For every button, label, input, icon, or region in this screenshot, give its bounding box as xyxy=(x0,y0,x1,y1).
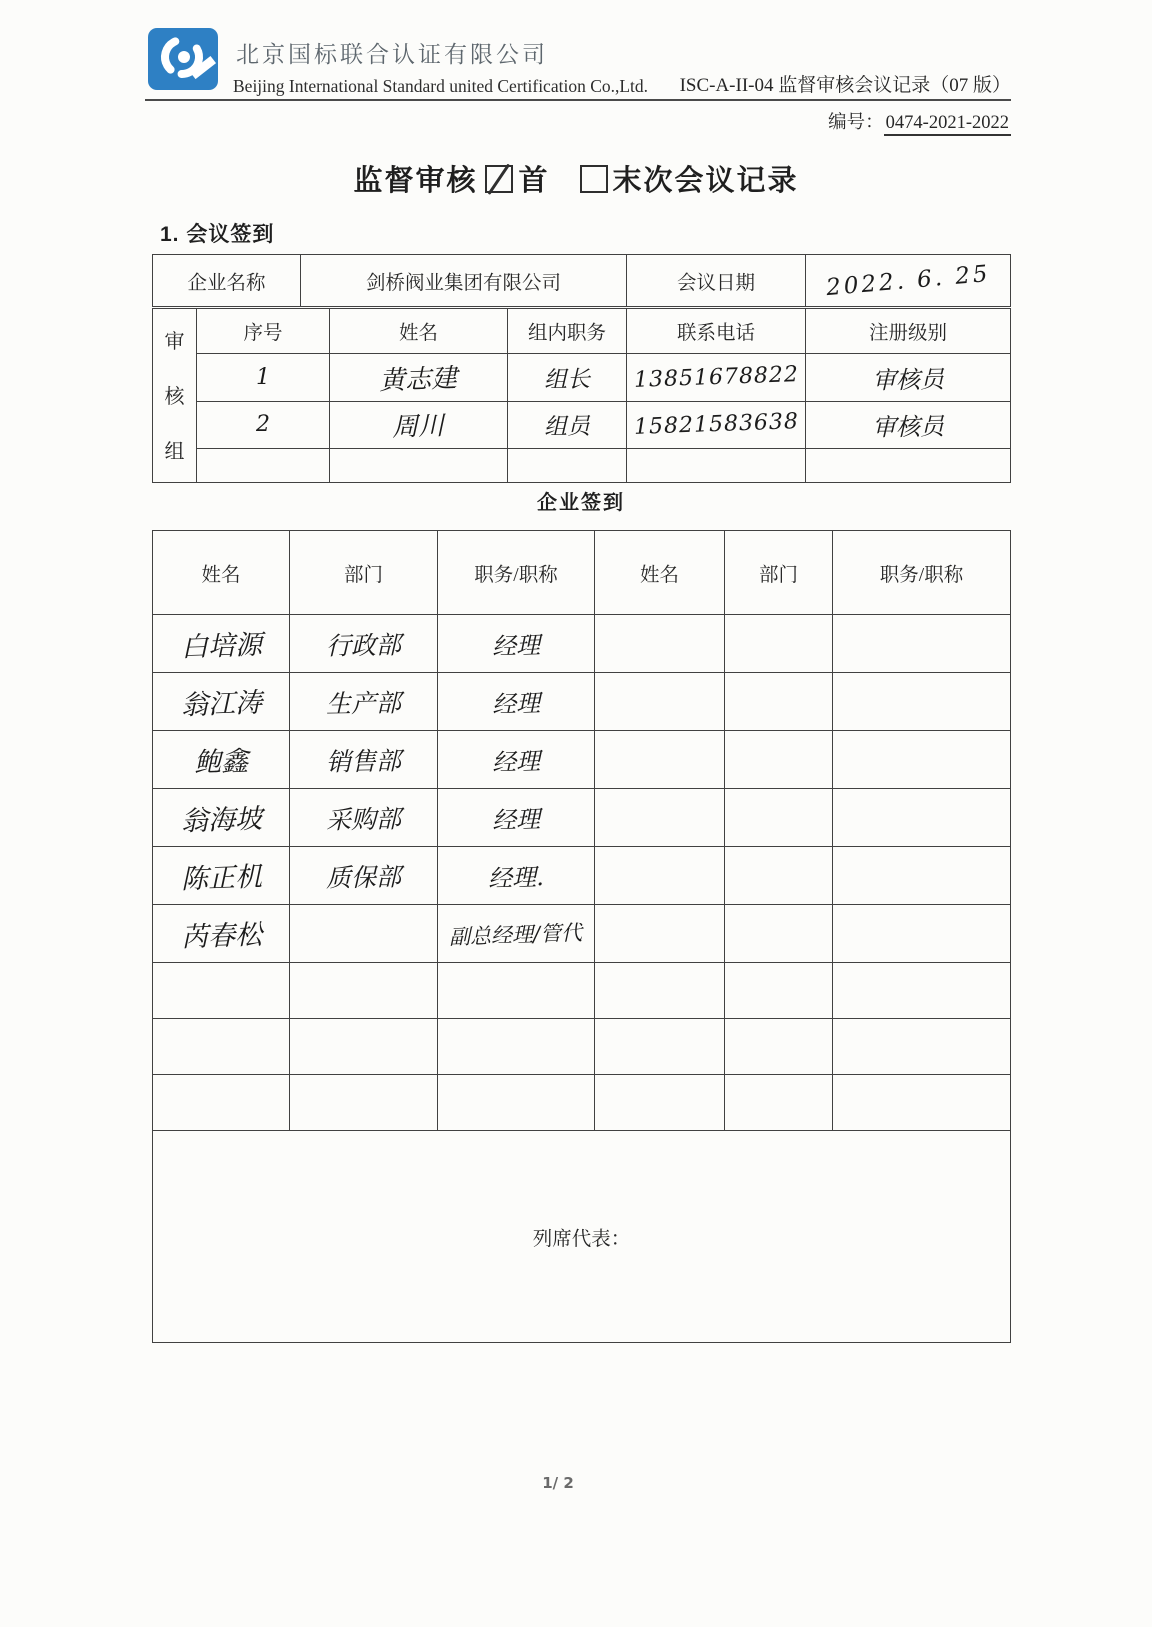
signin-cell xyxy=(595,905,725,963)
serial-value: 0474-2021-2022 xyxy=(884,113,1011,136)
auditor-level: 审核员 xyxy=(806,401,1011,449)
company-name-en: Beijing International Standard united Certification Co.,Ltd. xyxy=(233,76,649,96)
table-row xyxy=(153,731,1011,789)
table-row xyxy=(153,615,1011,673)
auditor-no xyxy=(197,449,330,483)
meeting-date-value: 2022. 6. 25 xyxy=(806,255,1011,307)
signin-cell: 鲍鑫 xyxy=(153,731,290,789)
header-divider xyxy=(145,99,1011,101)
audit-group-cell xyxy=(153,309,197,483)
signin-cell xyxy=(290,905,438,963)
signin-cell xyxy=(595,789,725,847)
company-name-cn: 北京国标联合认证有限公司 xyxy=(236,41,548,67)
signin-cell: 副总经理/管代 xyxy=(438,905,595,963)
col-header-name: 姓名 xyxy=(330,309,508,354)
signin-cell xyxy=(595,1019,725,1075)
serial-number xyxy=(828,108,1011,134)
signin-cell: 经理. xyxy=(438,847,595,905)
signin-cell xyxy=(725,673,833,731)
table-row xyxy=(153,531,1011,615)
signin-cell xyxy=(833,789,1011,847)
auditor-role: 组长 xyxy=(508,353,627,401)
signin-cell: 陈正机 xyxy=(153,847,290,905)
signin-col-role2: 职务/职称 xyxy=(833,531,1011,615)
signin-cell: 经理 xyxy=(438,615,595,673)
table-row xyxy=(153,1019,1011,1075)
signin-cell xyxy=(833,1075,1011,1131)
signin-cell xyxy=(725,615,833,673)
signin-cell xyxy=(833,731,1011,789)
company-name-label: 企业名称 xyxy=(153,255,301,307)
signin-cell xyxy=(438,1019,595,1075)
col-header-phone: 联系电话 xyxy=(627,309,806,354)
table-row xyxy=(153,1075,1011,1131)
signin-cell xyxy=(725,963,833,1019)
signin-cell: 芮春松 xyxy=(153,905,290,963)
audit-team-table xyxy=(152,308,1011,483)
auditor-no: 2 xyxy=(197,401,330,449)
company-logo xyxy=(146,26,222,99)
signin-cell xyxy=(725,905,833,963)
table-row xyxy=(153,673,1011,731)
col-header-role: 组内职务 xyxy=(508,309,627,354)
section-heading: 1. 会议签到 xyxy=(160,223,275,246)
signin-cell: 白培源 xyxy=(153,615,290,673)
signin-cell: 翁海坡 xyxy=(153,789,290,847)
auditor-level xyxy=(806,449,1011,483)
table-row xyxy=(153,449,1011,483)
signin-cell: 采购部 xyxy=(290,789,438,847)
signin-cell xyxy=(725,731,833,789)
auditor-level: 审核员 xyxy=(806,353,1011,401)
table-row xyxy=(153,789,1011,847)
table-row xyxy=(153,255,1011,307)
auditor-role: 组员 xyxy=(508,401,627,449)
signin-col-dept2: 部门 xyxy=(725,531,833,615)
signin-cell xyxy=(833,1019,1011,1075)
signin-cell xyxy=(595,615,725,673)
col-header-level: 注册级别 xyxy=(806,309,1011,354)
table-row xyxy=(153,905,1011,963)
signin-cell: 经理 xyxy=(438,789,595,847)
signin-cell: 经理 xyxy=(438,673,595,731)
signin-cell: 质保部 xyxy=(290,847,438,905)
signin-cell xyxy=(290,963,438,1019)
last-meeting-checkbox xyxy=(580,165,608,193)
auditor-phone: 13851678822 xyxy=(627,353,806,401)
auditor-no: 1 xyxy=(197,353,330,401)
signin-cell xyxy=(725,1019,833,1075)
signin-cell xyxy=(833,963,1011,1019)
certification-logo-icon xyxy=(146,26,222,94)
signin-col-name2: 姓名 xyxy=(595,531,725,615)
signin-cell xyxy=(595,731,725,789)
meeting-date-label: 会议日期 xyxy=(627,255,806,307)
signin-cell: 经理 xyxy=(438,731,595,789)
signin-table xyxy=(152,530,1011,1343)
table-row xyxy=(153,401,1011,449)
title-last-label: 末次会议记录 xyxy=(612,165,799,197)
title-first-label: 首 xyxy=(518,165,550,197)
signin-cell xyxy=(438,963,595,1019)
signin-cell xyxy=(290,1019,438,1075)
signin-col-role1: 职务/职称 xyxy=(438,531,595,615)
audit-group-label: 审核组 xyxy=(164,331,185,463)
signin-cell xyxy=(833,615,1011,673)
signin-cell xyxy=(153,963,290,1019)
auditor-name: 黄志建 xyxy=(330,353,508,401)
company-name-value: 剑桥阀业集团有限公司 xyxy=(301,255,627,307)
col-header-no: 序号 xyxy=(197,309,330,354)
table-row xyxy=(153,353,1011,401)
signin-cell: 翁江涛 xyxy=(153,673,290,731)
signin-cell xyxy=(725,789,833,847)
signin-cell xyxy=(290,1075,438,1131)
signin-cell xyxy=(833,847,1011,905)
auditor-name xyxy=(330,449,508,483)
page-title xyxy=(0,158,1152,199)
signin-cell: 生产部 xyxy=(290,673,438,731)
signin-cell xyxy=(153,1075,290,1131)
auditor-name: 周川 xyxy=(330,401,508,449)
page-number: 1/ 2 xyxy=(542,1474,574,1492)
signin-cell xyxy=(595,1075,725,1131)
auditor-role xyxy=(508,449,627,483)
observer-representatives-cell: 列席代表： xyxy=(153,1131,1011,1343)
serial-label: 编号： xyxy=(828,113,884,133)
meeting-info-table xyxy=(152,254,1011,307)
doc-code: ISC-A-II-04 监督审核会议记录（07 版） xyxy=(679,75,1011,96)
table-row xyxy=(153,847,1011,905)
table-row xyxy=(153,1131,1011,1343)
signin-cell xyxy=(725,1075,833,1131)
signin-cell: 销售部 xyxy=(290,731,438,789)
table-row xyxy=(153,309,1011,354)
signin-col-name1: 姓名 xyxy=(153,531,290,615)
signin-cell xyxy=(725,847,833,905)
auditor-phone: 15821583638 xyxy=(627,401,806,449)
signin-section-title: 企业签到 xyxy=(537,492,625,514)
signin-cell xyxy=(153,1019,290,1075)
first-meeting-checkbox xyxy=(485,165,513,193)
auditor-phone xyxy=(627,449,806,483)
signin-col-dept1: 部门 xyxy=(290,531,438,615)
first-checkbox-mark xyxy=(488,163,511,195)
signin-cell xyxy=(438,1075,595,1131)
signin-cell xyxy=(833,905,1011,963)
signin-cell xyxy=(833,673,1011,731)
table-row xyxy=(153,963,1011,1019)
signin-cell xyxy=(595,847,725,905)
signin-cell xyxy=(595,673,725,731)
title-prefix: 监督审核 xyxy=(353,165,478,197)
signin-cell xyxy=(595,963,725,1019)
signin-cell: 行政部 xyxy=(290,615,438,673)
